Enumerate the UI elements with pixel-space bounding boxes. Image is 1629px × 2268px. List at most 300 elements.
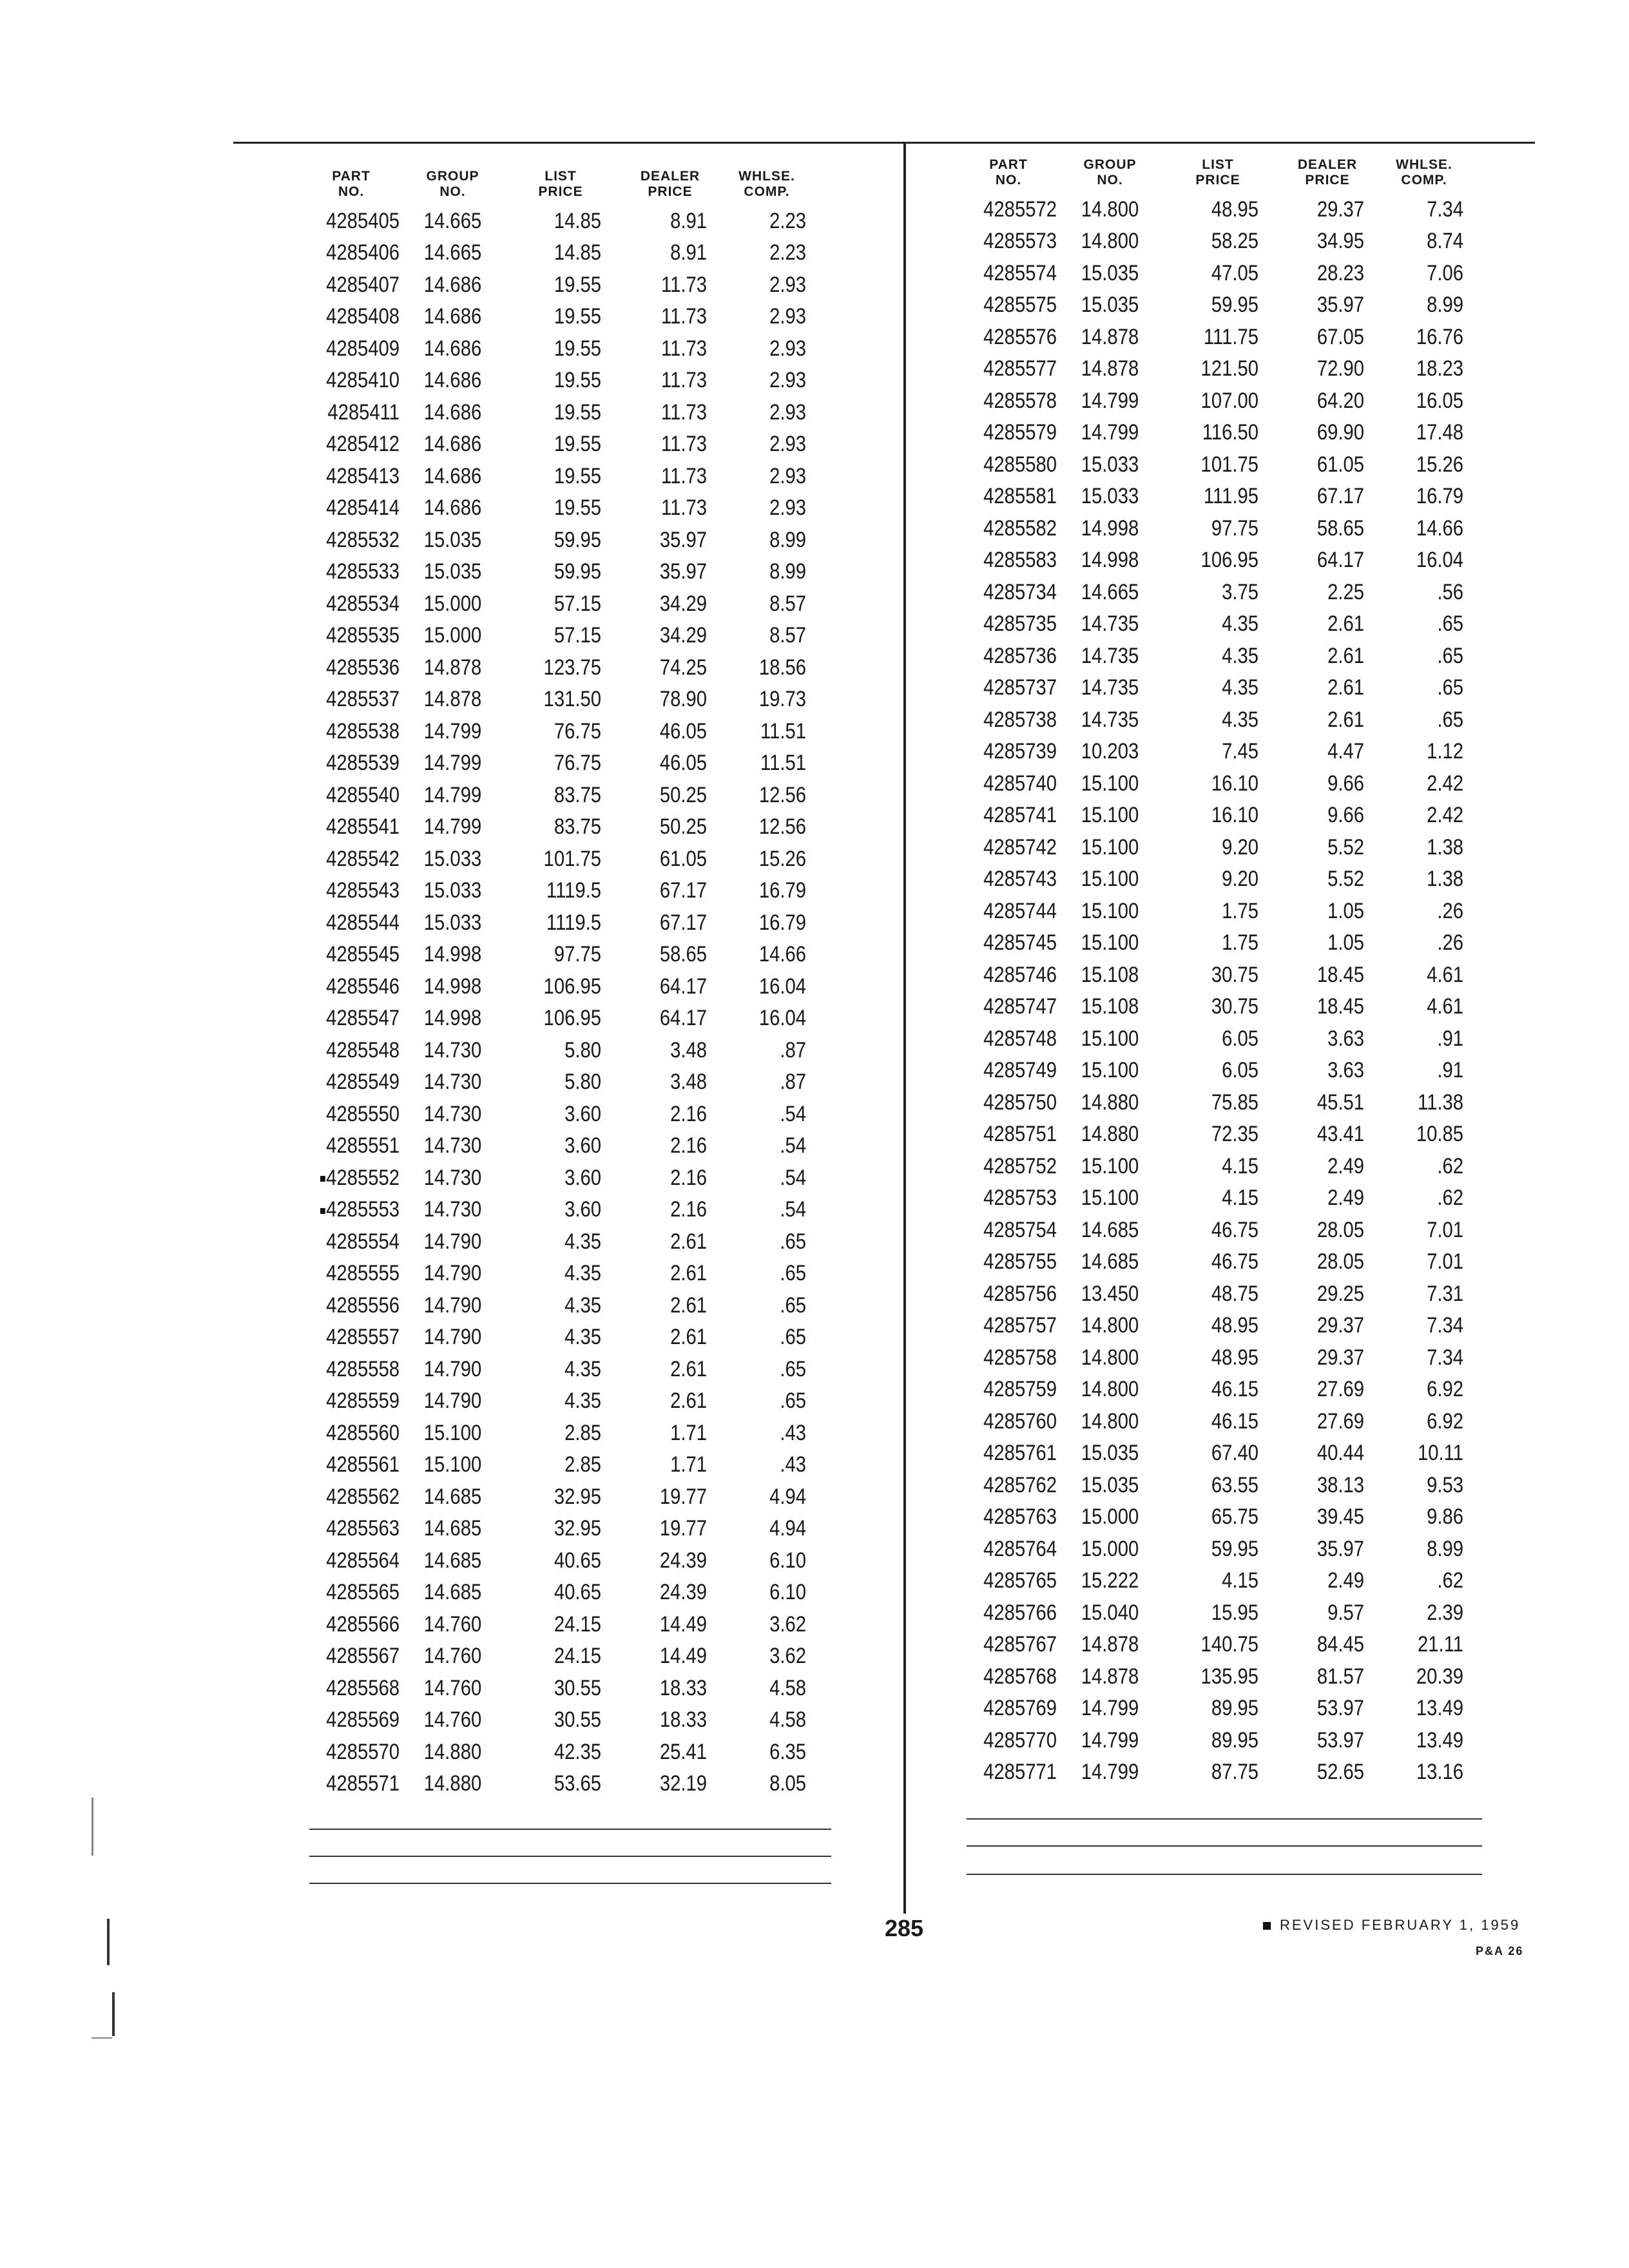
list-price-cell-text: 48.95 [1211,197,1258,222]
list-price-cell-text: 4.35 [1222,675,1258,700]
dealer-price-cell [628,1611,707,1637]
part-no-cell-text: 4285576 [983,324,1057,349]
dealer-price-cell-text: 8.91 [670,240,707,265]
group-no-cell [1065,738,1156,764]
group-no-cell-text: 14.730 [423,1037,482,1062]
list-price-cell-text: 46.75 [1211,1217,1258,1242]
whlse-comp-cell [1394,898,1463,924]
list-price-cell-text: 67.40 [1211,1441,1258,1466]
whlse-comp-cell [1394,1440,1463,1466]
whlse-comp-cell-text: 4.58 [769,1675,806,1700]
list-price-cell-text: 30.55 [554,1707,601,1733]
dealer-price-cell-text: 64.17 [659,974,707,999]
group-no-cell [407,336,499,361]
table-row [960,1693,1466,1725]
whlse-comp-cell [737,1260,806,1286]
whlse-comp-cell-text: 8.99 [1427,293,1463,318]
table-row [303,684,809,716]
part-no-cell [974,452,1057,477]
dealer-price-cell-text: 69.90 [1316,420,1364,445]
dealer-price-cell [1286,1312,1364,1338]
group-no-cell-text: 15.000 [423,623,482,648]
whlse-comp-cell [1394,1664,1463,1689]
part-no-cell-text: 4285558 [326,1356,400,1381]
part-no-cell-text: 4285538 [326,718,400,744]
list-price-cell [519,1101,601,1127]
part-no-cell-text: 4285750 [983,1090,1057,1115]
dealer-price-cell [628,846,707,872]
table-row [303,460,809,492]
whlse-comp-cell-text: .87 [780,1070,806,1095]
dealer-price-cell-text: 2.61 [670,1261,707,1286]
dealer-price-cell [1286,1217,1364,1243]
part-no-cell [974,802,1057,828]
revised-note [1263,1917,1520,1934]
group-no-cell-text: 14.685 [423,1548,482,1573]
part-no-cell-text: 4285554 [326,1229,400,1254]
table-row [960,1374,1466,1406]
list-price-cell [1177,1759,1258,1785]
part-no-cell [974,1759,1057,1785]
header-part-no: PART NO. [989,157,1028,187]
whlse-comp-cell [737,1196,806,1222]
dealer-price-cell-text: 9.66 [1327,803,1364,828]
group-no-cell [1065,994,1156,1019]
table-row [960,1437,1466,1470]
dealer-price-cell-text: 1.71 [670,1420,707,1445]
dealer-price-cell [1286,1759,1364,1785]
list-price-cell-text: 75.85 [1211,1090,1258,1115]
table-row [303,651,809,684]
table-row [303,1640,809,1673]
part-no-cell-text: 4285753 [983,1186,1057,1211]
group-no-cell-text: 14.998 [423,942,482,967]
table-row [960,353,1466,385]
part-no-cell [974,898,1057,924]
whlse-comp-cell [1394,1727,1463,1753]
group-no-cell-text: 14.998 [423,974,482,999]
whlse-comp-cell-text: 9.53 [1427,1472,1463,1497]
table-row [960,959,1466,991]
list-price-cell [519,878,601,903]
group-no-cell-text: 15.100 [1081,834,1139,860]
part-no-cell-text: 4285572 [983,197,1057,222]
whlse-comp-cell [1394,1504,1463,1530]
group-no-cell [407,1388,499,1414]
table-row [960,767,1466,800]
group-no-cell-text: 14.878 [1081,1664,1139,1689]
group-no-cell [1065,1408,1156,1434]
dealer-price-cell-text: 50.25 [659,782,707,807]
list-price-cell [519,303,601,329]
whlse-comp-cell [1394,1217,1463,1243]
group-no-cell [1065,930,1156,956]
table-row [960,1182,1466,1215]
dealer-price-cell-text: 24.39 [659,1580,707,1605]
dealer-price-cell [628,463,707,489]
list-price-cell [1177,1472,1258,1498]
part-no-cell-text: 4285565 [326,1580,400,1605]
dealer-price-cell-text: 2.16 [670,1197,707,1222]
list-price-cell [519,399,601,425]
header-part-no: PART NO. [332,169,371,199]
dealer-price-cell [628,1069,707,1095]
dealer-price-cell [628,718,707,744]
table-row [303,205,809,237]
group-no-cell [1065,1759,1156,1785]
group-no-cell [1065,579,1156,605]
dealer-price-cell [628,1196,707,1222]
dealer-price-cell-text: 3.48 [670,1037,707,1062]
part-no-cell-text: 4285550 [326,1101,400,1126]
whlse-comp-cell-text: 7.01 [1427,1217,1463,1242]
whlse-comp-cell [737,1771,806,1796]
whlse-comp-cell-text: .65 [780,1229,806,1254]
whlse-comp-cell [1394,1759,1463,1785]
table-row [303,1417,809,1449]
part-no-cell-text: 4285574 [983,260,1057,285]
list-price-cell [519,367,601,393]
dealer-price-cell-text: 67.05 [1316,324,1364,349]
part-no-cell-text: 4285547 [326,1006,400,1031]
group-no-cell [407,1165,499,1191]
part-no-cell-text: 4285761 [983,1441,1057,1466]
part-no-cell-text: 4285548 [326,1037,400,1062]
list-price-cell [1177,962,1258,988]
whlse-comp-cell-text: 4.61 [1427,994,1463,1019]
group-no-cell-text: 14.880 [1081,1122,1139,1147]
dealer-price-cell [1286,1057,1364,1083]
whlse-comp-cell-text: 2.42 [1427,803,1463,828]
whlse-comp-cell-text: 16.04 [758,974,806,999]
whlse-comp-cell-text: 6.10 [769,1580,806,1605]
whlse-comp-cell [737,1579,806,1605]
group-no-cell-text: 15.035 [1081,260,1139,285]
list-price-cell-text: 131.50 [543,687,601,712]
list-price-cell [519,1611,601,1637]
part-no-cell [316,1484,400,1510]
header-list-price: LIST PRICE [1195,157,1240,187]
group-no-cell-text: 14.790 [423,1389,482,1414]
table-row [960,1533,1466,1565]
dealer-price-cell [1286,1153,1364,1179]
group-no-cell [1065,611,1156,637]
revised-marker-icon [320,1208,325,1214]
part-no-cell [974,1121,1057,1147]
group-no-cell [1065,1536,1156,1562]
dealer-price-cell-text: 25.41 [659,1739,707,1764]
table-row [303,1321,809,1354]
group-no-cell [407,1515,499,1541]
group-no-cell [407,1739,499,1765]
dealer-price-cell-text: 46.05 [659,718,707,744]
group-no-cell [407,1229,499,1254]
group-no-cell [1065,1185,1156,1211]
dealer-price-cell-text: 52.65 [1316,1760,1364,1785]
part-no-cell [974,419,1057,445]
table-row [960,736,1466,768]
whlse-comp-cell [737,1484,806,1510]
table-row [960,321,1466,353]
whlse-comp-cell [1394,292,1463,318]
group-no-cell-text: 14.760 [423,1707,482,1733]
dealer-price-cell-text: 29.37 [1316,1345,1364,1370]
table-row [303,1672,809,1704]
whlse-comp-cell-text: .87 [780,1037,806,1062]
list-price-cell [1177,1057,1258,1083]
part-no-cell [974,356,1057,381]
list-price-cell-text: 48.95 [1211,1313,1258,1338]
part-no-cell-text: 4285553 [326,1197,400,1222]
list-price-cell-text: 57.15 [554,591,601,616]
dealer-price-cell [1286,1472,1364,1498]
group-no-cell [407,782,499,808]
group-no-cell [407,1005,499,1031]
whlse-comp-cell [1394,1695,1463,1721]
group-no-cell-text: 14.735 [1081,675,1139,700]
part-no-cell-text: 4285747 [983,994,1057,1019]
list-price-cell [1177,324,1258,350]
table-row [960,1310,1466,1342]
group-no-cell-text: 14.760 [423,1611,482,1637]
table-body [960,193,1466,1788]
whlse-comp-cell [1394,1376,1463,1402]
list-price-cell [519,1420,601,1446]
part-no-cell-text: 4285748 [983,1026,1057,1051]
dealer-price-cell-text: 61.05 [659,846,707,871]
list-price-cell-text: 48.75 [1211,1281,1258,1306]
table-row [303,524,809,556]
dealer-price-cell-text: 11.73 [660,368,707,393]
blank-entry-line [967,1874,1482,1875]
list-price-cell-text: 19.55 [554,336,601,361]
part-no-cell-text: 4285409 [326,336,400,361]
part-no-cell [974,1408,1057,1434]
part-no-cell-text: 4285412 [326,432,400,457]
group-no-cell-text: 14.880 [423,1771,482,1796]
group-no-cell-text: 15.100 [1081,803,1139,828]
parts-price-table-left [303,148,809,1800]
whlse-comp-cell-text: 21.11 [1417,1632,1463,1657]
list-price-cell-text: 106.95 [543,974,601,999]
part-no-cell-text: 4285563 [326,1516,400,1541]
dealer-price-cell-text: 2.61 [1327,643,1364,668]
whlse-comp-cell [737,1675,806,1701]
blank-entry-line [967,1818,1482,1820]
list-price-cell [519,1196,601,1222]
whlse-comp-cell [1394,866,1463,892]
list-price-cell-text: 59.95 [1211,1536,1258,1561]
whlse-comp-cell [737,336,806,361]
revised-note-text: REVISED FEBRUARY 1, 1959 [1280,1917,1521,1933]
group-no-cell [407,1293,499,1318]
group-no-cell [407,431,499,457]
list-price-cell-text: 3.60 [564,1133,601,1158]
list-price-cell [1177,228,1258,254]
part-no-cell [316,431,400,457]
dealer-price-cell-text: 45.51 [1316,1090,1364,1115]
dealer-price-cell [628,1005,707,1031]
table-row [303,620,809,652]
table-row [303,556,809,588]
list-price-cell [1177,738,1258,764]
revised-marker-icon [320,1176,325,1182]
dealer-price-cell [628,878,707,903]
list-price-cell [519,208,601,234]
dealer-price-cell-text: 19.77 [659,1484,707,1509]
dealer-price-cell [628,240,707,265]
whlse-comp-cell [737,1356,806,1382]
group-no-cell-text: 14.799 [423,782,482,807]
dealer-price-cell [1286,547,1364,573]
list-price-cell [1177,483,1258,509]
whlse-comp-cell-text: 16.79 [758,878,806,903]
dealer-price-cell [628,1229,707,1254]
part-no-cell [316,846,400,872]
list-price-cell [519,240,601,265]
group-no-cell [1065,1440,1156,1466]
part-no-cell-text: 4285566 [326,1611,400,1637]
group-no-cell-text: 14.799 [423,814,482,840]
list-price-cell-text: 32.95 [554,1516,601,1541]
dealer-price-cell [628,1260,707,1286]
table-row [303,779,809,811]
dealer-price-cell [1286,1026,1364,1052]
group-no-cell [1065,228,1156,254]
part-no-cell [316,272,400,298]
table-row [303,843,809,875]
part-no-cell [316,527,400,553]
list-price-cell-text: 1119.5 [546,878,601,903]
whlse-comp-cell [737,1548,806,1573]
blank-entry-line [309,1856,831,1857]
part-no-cell [316,1005,400,1031]
group-no-cell-text: 14.800 [1081,229,1139,254]
table-row [303,907,809,939]
part-no-cell [974,675,1057,700]
list-price-cell [1177,802,1258,828]
whlse-comp-cell-text: 2.93 [769,272,806,297]
whlse-comp-cell [737,208,806,234]
list-price-cell-text: 101.75 [1200,452,1258,477]
list-price-cell [1177,419,1258,445]
dealer-price-cell [628,1165,707,1191]
part-no-cell [316,910,400,936]
group-no-cell-text: 14.735 [1081,611,1139,637]
part-no-cell [974,1440,1057,1466]
dealer-price-cell-text: 1.05 [1327,930,1364,956]
part-no-cell [316,814,400,840]
whlse-comp-cell-text: 8.05 [769,1771,806,1796]
whlse-comp-cell [737,272,806,298]
table-row [303,1385,809,1418]
dealer-price-cell [628,814,707,840]
group-no-cell [1065,1217,1156,1243]
part-no-cell-text: 4285556 [326,1293,400,1318]
list-price-cell [519,718,601,744]
part-no-cell [974,707,1057,733]
list-price-cell-text: 24.15 [554,1644,601,1669]
list-price-cell [1177,579,1258,605]
group-no-cell-text: 14.800 [1081,1345,1139,1370]
part-no-cell [316,1229,400,1254]
dealer-price-cell-text: 2.61 [670,1325,707,1350]
dealer-price-cell-text: 1.05 [1327,898,1364,923]
group-no-cell-text: 14.799 [423,751,482,776]
part-no-cell-text: 4285766 [983,1600,1057,1625]
part-no-cell [316,303,400,329]
list-price-cell-text: 4.35 [1222,707,1258,732]
list-price-cell [519,591,601,617]
table-row [303,269,809,301]
whlse-comp-cell [737,1133,806,1158]
part-no-cell-text: 4285543 [326,878,400,903]
part-no-cell [974,1217,1057,1243]
dealer-price-cell-text: 3.48 [670,1070,707,1095]
dealer-price-cell-text: 9.57 [1327,1600,1364,1625]
whlse-comp-cell-text: 4.94 [769,1484,806,1509]
dealer-price-cell [1286,452,1364,477]
dealer-price-cell [628,1101,707,1127]
part-no-cell [316,941,400,967]
list-price-cell [519,1324,601,1350]
dealer-price-cell [628,1452,707,1477]
dealer-price-cell [1286,866,1364,892]
dealer-price-cell-text: 18.33 [659,1675,707,1700]
list-price-cell-text: 65.75 [1211,1504,1258,1530]
whlse-comp-cell [737,367,806,393]
table-row [303,588,809,620]
whlse-comp-cell [737,750,806,776]
group-no-cell-text: 15.100 [1081,1186,1139,1211]
part-no-cell-text: 4285575 [983,293,1057,318]
dealer-price-cell [628,399,707,425]
part-no-cell [316,1388,400,1414]
group-no-cell [1065,898,1156,924]
whlse-comp-cell [1394,994,1463,1019]
part-no-cell-text: 4285567 [326,1644,400,1669]
table-row [960,927,1466,959]
whlse-comp-cell-text: 8.99 [769,559,806,584]
group-no-cell-text: 14.686 [423,399,482,425]
header-dealer-price: DEALER PRICE [1297,157,1358,187]
dealer-price-cell [1286,1345,1364,1370]
dealer-price-cell [1286,515,1364,541]
dealer-price-cell-text: 29.25 [1316,1281,1364,1306]
whlse-comp-cell [737,686,806,712]
table-row [960,1756,1466,1789]
list-price-cell-text: 76.75 [554,718,601,744]
whlse-comp-cell-text: 2.42 [1427,771,1463,796]
table-row [303,1481,809,1513]
table-row [960,1119,1466,1151]
list-price-cell [519,1579,601,1605]
part-no-cell [316,367,400,393]
dealer-price-cell-text: 67.17 [1316,484,1364,509]
part-no-cell [316,1739,400,1765]
dealer-price-cell [1286,962,1364,988]
whlse-comp-cell [737,559,806,584]
group-no-cell [1065,1727,1156,1753]
whlse-comp-cell-text: 16.05 [1416,388,1463,413]
list-price-cell [519,1548,601,1573]
dealer-price-cell-text: 2.49 [1327,1186,1364,1211]
list-price-cell-text: 3.60 [564,1197,601,1222]
whlse-comp-cell-text: 16.76 [1416,324,1463,349]
whlse-comp-cell-text: 8.99 [1427,1536,1463,1561]
dealer-price-cell [628,1324,707,1350]
list-price-cell-text: 59.95 [554,527,601,552]
